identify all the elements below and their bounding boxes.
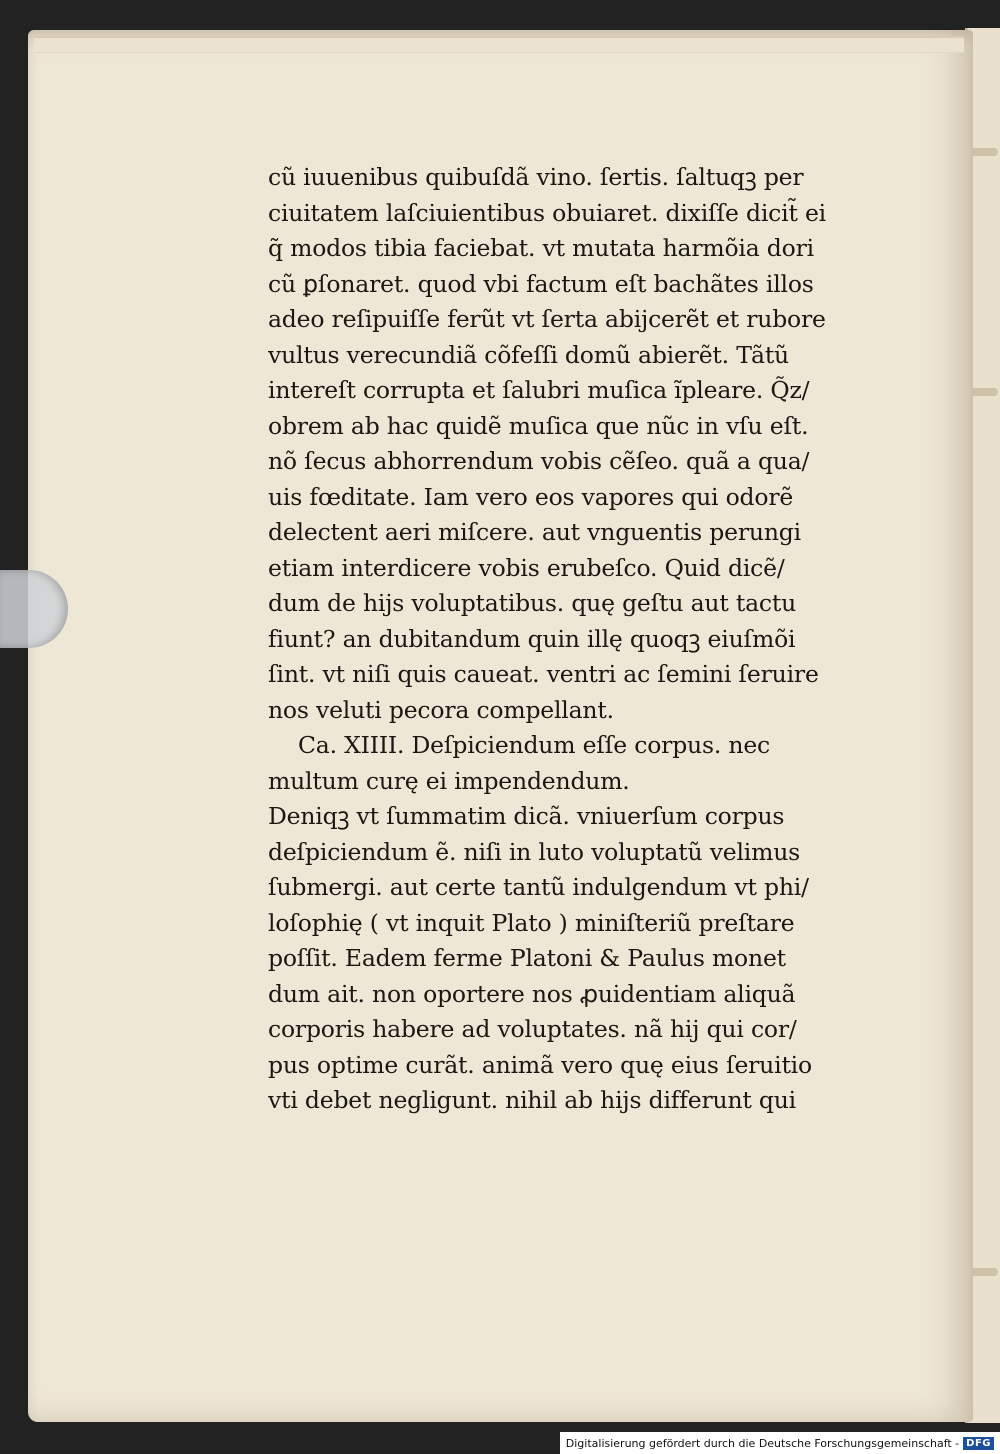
text-line: q̃ modos tibia faciebat. vt mutata harmõia dori [268,234,814,262]
page-edge-top [34,36,964,53]
text-line: poſſit. Eadem ferme Platoni & Paulus monet [268,944,786,972]
text-line: vti debet negligunt. nihil ab hijs differunt qui [268,1086,796,1114]
text-line: vultus verecundiã cõfeſſi domũ abierẽt. Tãtũ [268,340,789,369]
text-line: ciuitatem laſciuientibus obuiaret. dixiſſe dicit̃ ei [268,198,826,227]
text-line: Deniqꝫ vt ſummatim dicã. vniuerſum corpus [268,802,785,830]
text-line: corporis habere ad voluptates. nã hij qui cor/ [268,1015,797,1043]
text-line: deſpiciendum ẽ. niſi in luto voluptatũ velimus [268,837,800,866]
text-line: uis fœditate. Iam vero eos vapores qui odorẽ [268,482,794,511]
text-line: intereſt corrupta et ſalubri muſica ĩpleare. Q̃z/ [268,376,810,404]
chapter-heading: multum curę ei impendendum. [268,766,630,795]
funding-credit: Digitalisierung gefördert durch die Deutsche Forschungsgemeinschaft - [565,1436,960,1450]
text-line: nos veluti pecora compellant. [268,695,614,724]
text-line: pus optime curãt. animã vero quę eius ſeruitio [268,1050,812,1079]
text-line: nõ ſecus abhorrendum vobis cẽſeo. quã a qua/ [268,447,810,475]
chapter-heading: Ca. XIIII. Deſpiciendum eſſe corpus. nec [298,731,770,759]
text-line: delectent aeri miſcere. aut vnguentis perungi [268,518,801,546]
funding-footer [560,1432,1000,1454]
text-line: ſint. vt niſi quis caueat. ventri ac ſemini ſeruire [268,660,819,688]
text-line: dum ait. non oportere nos ꝓuidentiam aliquã [268,979,796,1008]
page-text-block [268,160,868,1119]
dfg-logo-icon[interactable]: DFG [963,1437,994,1450]
text-line: loſophię ( vt inquit Plato ) miniſteriũ preſtare [268,908,795,937]
text-line: cũ ꝑſonaret. quod vbi factum eſt bachãtes illos [268,269,814,298]
text-line: fiunt? an dubitandum quin illę quoqꝫ eiuſmõi [268,624,796,653]
text-line: adeo reſipuiſſe ferũt vt ſerta abijcerẽt et rubore [268,305,826,333]
text-line: cũ iuuenibus quibuſdã vino. ſertis. ſaltuqꝫ per [268,163,804,191]
text-line: obrem ab hac quidẽ muſica que nũc in vſu eſt. [268,411,809,440]
text-line: dum de hijs voluptatibus. quę geſtu aut tactu [268,589,797,617]
text-line: etiam interdicere vobis erubeſco. Quid dicẽ/ [268,553,785,582]
text-line: ſubmergi. aut certe tantũ indulgendum vt phi/ [268,873,809,901]
